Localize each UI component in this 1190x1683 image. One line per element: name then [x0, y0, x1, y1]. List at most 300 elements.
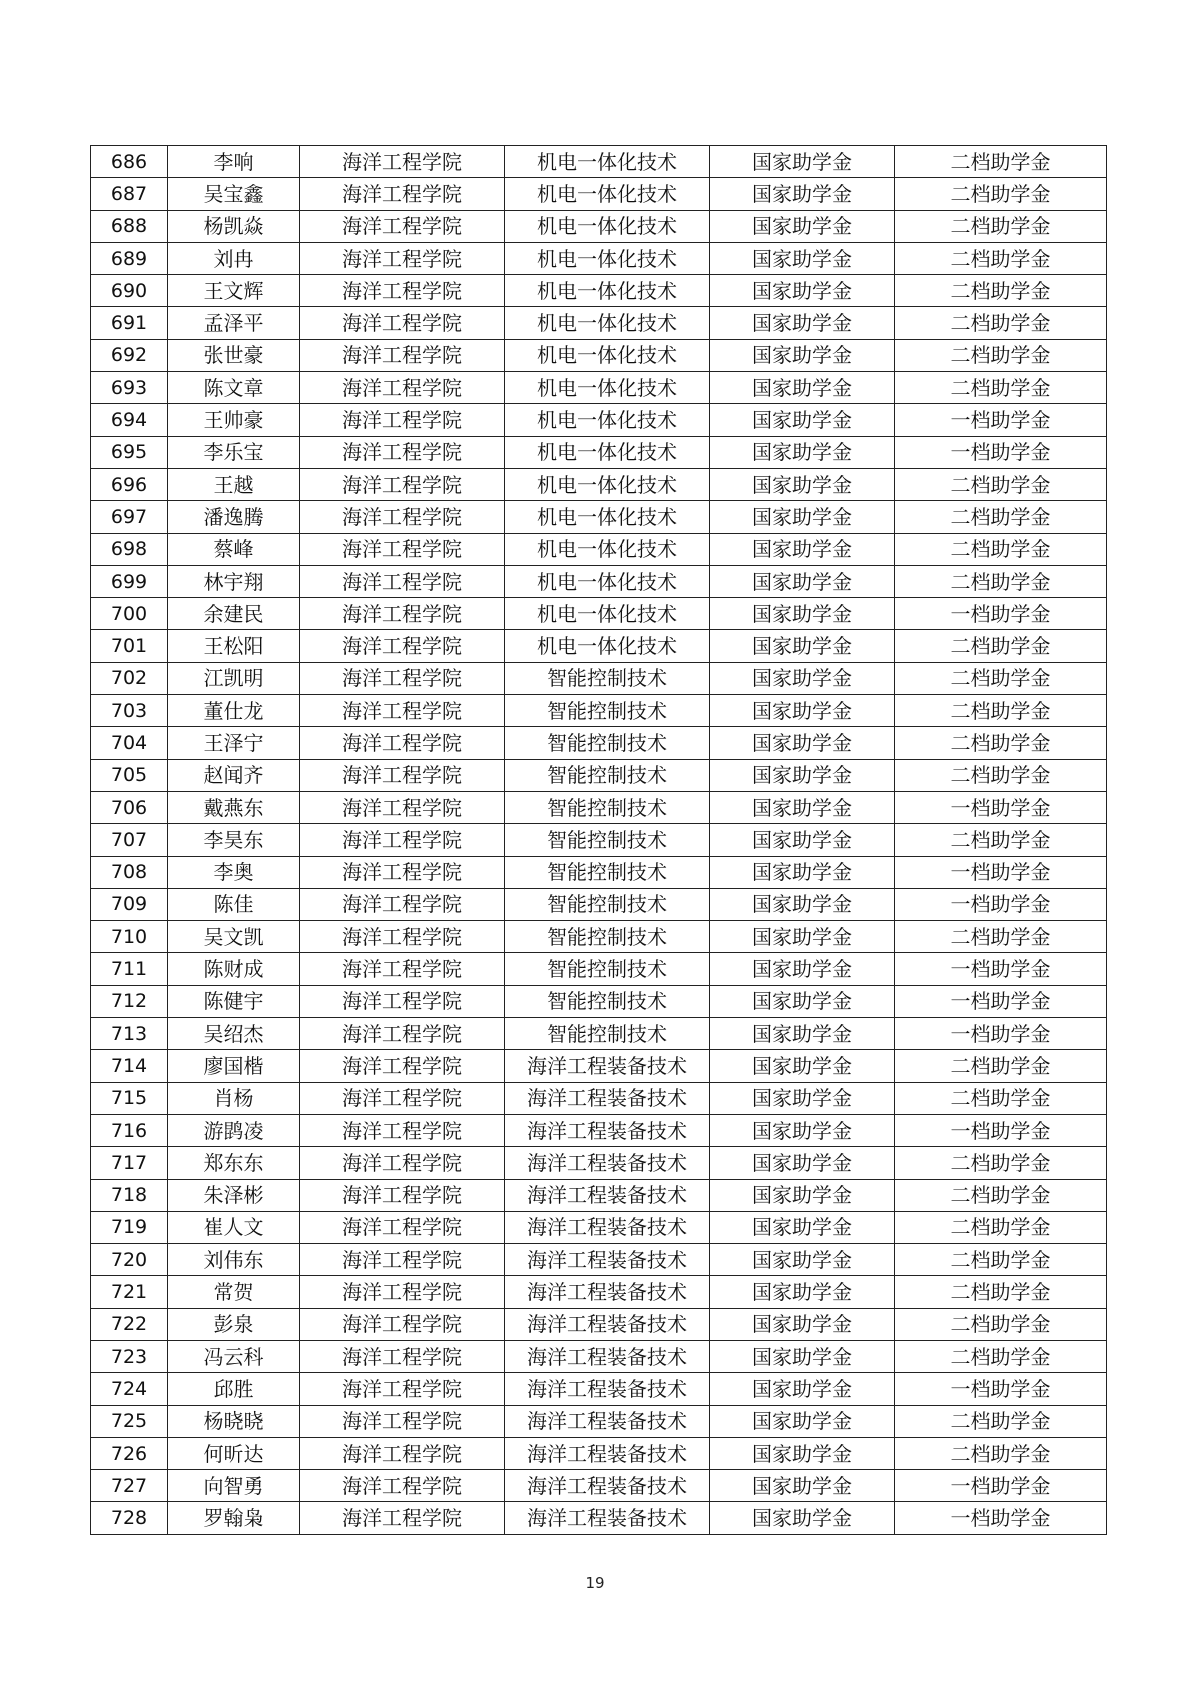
cell-college: 海洋工程学院 — [300, 565, 505, 597]
table-row — [91, 1147, 1107, 1179]
table-row — [91, 1244, 1107, 1276]
cell-college: 海洋工程学院 — [300, 598, 505, 630]
cell-number: 725 — [91, 1405, 168, 1437]
table-row — [91, 1211, 1107, 1243]
cell-grant-level: 一档助学金 — [895, 436, 1107, 468]
cell-number: 712 — [91, 985, 168, 1017]
cell-grant-type: 国家助学金 — [710, 1405, 895, 1437]
table-row — [91, 1018, 1107, 1050]
cell-college: 海洋工程学院 — [300, 533, 505, 565]
cell-grant-level: 一档助学金 — [895, 1114, 1107, 1146]
table-row — [91, 888, 1107, 920]
cell-number: 716 — [91, 1114, 168, 1146]
cell-college: 海洋工程学院 — [300, 372, 505, 404]
cell-college: 海洋工程学院 — [300, 1276, 505, 1308]
cell-major: 机电一体化技术 — [505, 404, 710, 436]
cell-grant-level: 一档助学金 — [895, 953, 1107, 985]
cell-name: 林宇翔 — [168, 565, 300, 597]
cell-name: 邱胜 — [168, 1373, 300, 1405]
cell-number: 720 — [91, 1244, 168, 1276]
cell-name: 陈财成 — [168, 953, 300, 985]
cell-grant-level: 二档助学金 — [895, 275, 1107, 307]
table-row — [91, 533, 1107, 565]
cell-name: 陈文章 — [168, 372, 300, 404]
cell-name: 王帅豪 — [168, 404, 300, 436]
cell-name: 杨凯焱 — [168, 210, 300, 242]
cell-college: 海洋工程学院 — [300, 1114, 505, 1146]
cell-major: 智能控制技术 — [505, 824, 710, 856]
cell-name: 余建民 — [168, 598, 300, 630]
cell-major: 海洋工程装备技术 — [505, 1114, 710, 1146]
cell-college: 海洋工程学院 — [300, 921, 505, 953]
cell-number: 693 — [91, 372, 168, 404]
cell-grant-type: 国家助学金 — [710, 985, 895, 1017]
cell-college: 海洋工程学院 — [300, 242, 505, 274]
cell-grant-level: 一档助学金 — [895, 598, 1107, 630]
cell-grant-type: 国家助学金 — [710, 824, 895, 856]
cell-name: 李昊东 — [168, 824, 300, 856]
table-row — [91, 759, 1107, 791]
table-row — [91, 953, 1107, 985]
cell-number: 722 — [91, 1308, 168, 1340]
table-row — [91, 985, 1107, 1017]
cell-grant-level: 二档助学金 — [895, 1276, 1107, 1308]
cell-major: 机电一体化技术 — [505, 468, 710, 500]
cell-grant-type: 国家助学金 — [710, 1437, 895, 1469]
cell-number: 692 — [91, 339, 168, 371]
cell-college: 海洋工程学院 — [300, 1082, 505, 1114]
cell-number: 723 — [91, 1340, 168, 1372]
cell-name: 王松阳 — [168, 630, 300, 662]
cell-grant-level: 二档助学金 — [895, 824, 1107, 856]
cell-name: 潘逸腾 — [168, 501, 300, 533]
cell-major: 机电一体化技术 — [505, 242, 710, 274]
cell-major: 智能控制技术 — [505, 985, 710, 1017]
table-row — [91, 1050, 1107, 1082]
cell-name: 赵闻齐 — [168, 759, 300, 791]
cell-college: 海洋工程学院 — [300, 178, 505, 210]
cell-college: 海洋工程学院 — [300, 1018, 505, 1050]
cell-number: 724 — [91, 1373, 168, 1405]
cell-major: 机电一体化技术 — [505, 372, 710, 404]
cell-number: 708 — [91, 856, 168, 888]
cell-grant-type: 国家助学金 — [710, 1276, 895, 1308]
table-row — [91, 372, 1107, 404]
cell-number: 711 — [91, 953, 168, 985]
cell-college: 海洋工程学院 — [300, 210, 505, 242]
cell-major: 智能控制技术 — [505, 759, 710, 791]
cell-grant-type: 国家助学金 — [710, 856, 895, 888]
cell-grant-type: 国家助学金 — [710, 501, 895, 533]
cell-name: 江凯明 — [168, 662, 300, 694]
scholarship-table — [90, 145, 1107, 1535]
table-row — [91, 1114, 1107, 1146]
cell-grant-level: 二档助学金 — [895, 210, 1107, 242]
cell-grant-level: 一档助学金 — [895, 791, 1107, 823]
cell-grant-type: 国家助学金 — [710, 1244, 895, 1276]
table-row — [91, 1373, 1107, 1405]
cell-name: 董仕龙 — [168, 695, 300, 727]
cell-number: 694 — [91, 404, 168, 436]
cell-major: 海洋工程装备技术 — [505, 1308, 710, 1340]
table-row — [91, 339, 1107, 371]
cell-grant-level: 二档助学金 — [895, 501, 1107, 533]
cell-major: 海洋工程装备技术 — [505, 1244, 710, 1276]
cell-number: 704 — [91, 727, 168, 759]
cell-college: 海洋工程学院 — [300, 404, 505, 436]
cell-major: 智能控制技术 — [505, 921, 710, 953]
cell-grant-type: 国家助学金 — [710, 468, 895, 500]
table-row — [91, 921, 1107, 953]
cell-grant-level: 二档助学金 — [895, 1050, 1107, 1082]
table-row — [91, 1405, 1107, 1437]
cell-grant-type: 国家助学金 — [710, 1340, 895, 1372]
table-row — [91, 1340, 1107, 1372]
cell-grant-type: 国家助学金 — [710, 404, 895, 436]
cell-name: 朱泽彬 — [168, 1179, 300, 1211]
cell-number: 719 — [91, 1211, 168, 1243]
cell-major: 机电一体化技术 — [505, 501, 710, 533]
cell-major: 海洋工程装备技术 — [505, 1082, 710, 1114]
cell-grant-level: 二档助学金 — [895, 146, 1107, 178]
cell-major: 海洋工程装备技术 — [505, 1373, 710, 1405]
table-row — [91, 1082, 1107, 1114]
cell-name: 崔人文 — [168, 1211, 300, 1243]
cell-name: 刘冉 — [168, 242, 300, 274]
cell-major: 机电一体化技术 — [505, 565, 710, 597]
cell-college: 海洋工程学院 — [300, 1211, 505, 1243]
cell-grant-level: 一档助学金 — [895, 404, 1107, 436]
cell-grant-level: 二档助学金 — [895, 1308, 1107, 1340]
cell-name: 张世豪 — [168, 339, 300, 371]
cell-number: 718 — [91, 1179, 168, 1211]
cell-number: 706 — [91, 791, 168, 823]
cell-college: 海洋工程学院 — [300, 436, 505, 468]
cell-grant-type: 国家助学金 — [710, 759, 895, 791]
cell-major: 智能控制技术 — [505, 791, 710, 823]
cell-college: 海洋工程学院 — [300, 791, 505, 823]
cell-number: 727 — [91, 1470, 168, 1502]
table-row — [91, 565, 1107, 597]
table-row — [91, 598, 1107, 630]
cell-college: 海洋工程学院 — [300, 662, 505, 694]
table-row — [91, 1179, 1107, 1211]
cell-grant-level: 一档助学金 — [895, 1373, 1107, 1405]
table-row — [91, 242, 1107, 274]
cell-name: 陈健宇 — [168, 985, 300, 1017]
cell-major: 智能控制技术 — [505, 856, 710, 888]
cell-grant-type: 国家助学金 — [710, 275, 895, 307]
cell-grant-level: 一档助学金 — [895, 1470, 1107, 1502]
cell-name: 吴文凯 — [168, 921, 300, 953]
cell-grant-type: 国家助学金 — [710, 1179, 895, 1211]
cell-name: 李乐宝 — [168, 436, 300, 468]
cell-grant-type: 国家助学金 — [710, 1308, 895, 1340]
table-row — [91, 1502, 1107, 1534]
cell-grant-type: 国家助学金 — [710, 1147, 895, 1179]
cell-major: 智能控制技术 — [505, 953, 710, 985]
cell-grant-level: 一档助学金 — [895, 985, 1107, 1017]
cell-number: 728 — [91, 1502, 168, 1534]
cell-name: 吴宝鑫 — [168, 178, 300, 210]
cell-college: 海洋工程学院 — [300, 1470, 505, 1502]
cell-college: 海洋工程学院 — [300, 1373, 505, 1405]
table-row — [91, 727, 1107, 759]
cell-major: 机电一体化技术 — [505, 275, 710, 307]
cell-college: 海洋工程学院 — [300, 275, 505, 307]
cell-number: 690 — [91, 275, 168, 307]
cell-college: 海洋工程学院 — [300, 856, 505, 888]
cell-name: 孟泽平 — [168, 307, 300, 339]
cell-college: 海洋工程学院 — [300, 1244, 505, 1276]
table-row — [91, 1308, 1107, 1340]
cell-number: 709 — [91, 888, 168, 920]
cell-name: 杨晓晓 — [168, 1405, 300, 1437]
cell-major: 机电一体化技术 — [505, 533, 710, 565]
cell-grant-type: 国家助学金 — [710, 695, 895, 727]
cell-grant-type: 国家助学金 — [710, 630, 895, 662]
cell-name: 罗翰枭 — [168, 1502, 300, 1534]
cell-grant-level: 二档助学金 — [895, 662, 1107, 694]
cell-number: 697 — [91, 501, 168, 533]
cell-name: 向智勇 — [168, 1470, 300, 1502]
cell-grant-type: 国家助学金 — [710, 565, 895, 597]
cell-grant-type: 国家助学金 — [710, 339, 895, 371]
cell-grant-type: 国家助学金 — [710, 372, 895, 404]
table-row — [91, 275, 1107, 307]
table-row — [91, 662, 1107, 694]
cell-grant-level: 二档助学金 — [895, 468, 1107, 500]
cell-number: 689 — [91, 242, 168, 274]
cell-college: 海洋工程学院 — [300, 1340, 505, 1372]
cell-grant-level: 二档助学金 — [895, 1405, 1107, 1437]
cell-name: 王越 — [168, 468, 300, 500]
cell-grant-type: 国家助学金 — [710, 1018, 895, 1050]
cell-name: 陈佳 — [168, 888, 300, 920]
table-row — [91, 1470, 1107, 1502]
cell-name: 游鹍凌 — [168, 1114, 300, 1146]
cell-name: 何昕达 — [168, 1437, 300, 1469]
cell-grant-level: 二档助学金 — [895, 1179, 1107, 1211]
table-row — [91, 436, 1107, 468]
cell-name: 王文辉 — [168, 275, 300, 307]
cell-number: 717 — [91, 1147, 168, 1179]
cell-number: 701 — [91, 630, 168, 662]
cell-number: 715 — [91, 1082, 168, 1114]
cell-grant-level: 一档助学金 — [895, 1018, 1107, 1050]
cell-grant-level: 二档助学金 — [895, 727, 1107, 759]
cell-major: 智能控制技术 — [505, 662, 710, 694]
cell-grant-type: 国家助学金 — [710, 1211, 895, 1243]
cell-major: 海洋工程装备技术 — [505, 1437, 710, 1469]
cell-grant-level: 二档助学金 — [895, 307, 1107, 339]
cell-major: 智能控制技术 — [505, 888, 710, 920]
cell-grant-level: 二档助学金 — [895, 630, 1107, 662]
cell-name: 冯云科 — [168, 1340, 300, 1372]
cell-major: 海洋工程装备技术 — [505, 1502, 710, 1534]
cell-college: 海洋工程学院 — [300, 1179, 505, 1211]
cell-grant-type: 国家助学金 — [710, 953, 895, 985]
cell-grant-level: 二档助学金 — [895, 1147, 1107, 1179]
cell-college: 海洋工程学院 — [300, 630, 505, 662]
cell-major: 机电一体化技术 — [505, 339, 710, 371]
cell-major: 机电一体化技术 — [505, 436, 710, 468]
cell-grant-type: 国家助学金 — [710, 242, 895, 274]
cell-college: 海洋工程学院 — [300, 339, 505, 371]
cell-number: 721 — [91, 1276, 168, 1308]
cell-major: 海洋工程装备技术 — [505, 1405, 710, 1437]
cell-college: 海洋工程学院 — [300, 146, 505, 178]
cell-college: 海洋工程学院 — [300, 759, 505, 791]
cell-grant-level: 二档助学金 — [895, 921, 1107, 953]
cell-grant-level: 二档助学金 — [895, 178, 1107, 210]
cell-number: 696 — [91, 468, 168, 500]
table-row — [91, 630, 1107, 662]
cell-name: 廖国楷 — [168, 1050, 300, 1082]
cell-grant-type: 国家助学金 — [710, 533, 895, 565]
cell-grant-type: 国家助学金 — [710, 1114, 895, 1146]
table-row — [91, 210, 1107, 242]
cell-grant-type: 国家助学金 — [710, 791, 895, 823]
cell-name: 吴绍杰 — [168, 1018, 300, 1050]
cell-major: 海洋工程装备技术 — [505, 1050, 710, 1082]
cell-number: 695 — [91, 436, 168, 468]
cell-college: 海洋工程学院 — [300, 727, 505, 759]
cell-name: 戴燕东 — [168, 791, 300, 823]
cell-grant-level: 二档助学金 — [895, 565, 1107, 597]
table-row — [91, 404, 1107, 436]
cell-college: 海洋工程学院 — [300, 1437, 505, 1469]
cell-college: 海洋工程学院 — [300, 307, 505, 339]
cell-grant-type: 国家助学金 — [710, 178, 895, 210]
cell-grant-level: 一档助学金 — [895, 856, 1107, 888]
cell-major: 机电一体化技术 — [505, 210, 710, 242]
table-row — [91, 307, 1107, 339]
cell-major: 智能控制技术 — [505, 695, 710, 727]
cell-grant-level: 二档助学金 — [895, 1244, 1107, 1276]
cell-college: 海洋工程学院 — [300, 985, 505, 1017]
cell-grant-level: 一档助学金 — [895, 1502, 1107, 1534]
cell-major: 机电一体化技术 — [505, 307, 710, 339]
cell-major: 海洋工程装备技术 — [505, 1340, 710, 1372]
cell-college: 海洋工程学院 — [300, 468, 505, 500]
cell-college: 海洋工程学院 — [300, 824, 505, 856]
cell-grant-type: 国家助学金 — [710, 1050, 895, 1082]
table-body — [91, 146, 1107, 1535]
cell-grant-level: 二档助学金 — [895, 339, 1107, 371]
cell-grant-type: 国家助学金 — [710, 662, 895, 694]
cell-college: 海洋工程学院 — [300, 1050, 505, 1082]
cell-college: 海洋工程学院 — [300, 888, 505, 920]
cell-name: 常贺 — [168, 1276, 300, 1308]
cell-number: 707 — [91, 824, 168, 856]
cell-number: 705 — [91, 759, 168, 791]
cell-grant-level: 二档助学金 — [895, 1437, 1107, 1469]
cell-grant-level: 二档助学金 — [895, 695, 1107, 727]
cell-grant-type: 国家助学金 — [710, 727, 895, 759]
cell-number: 710 — [91, 921, 168, 953]
table-row — [91, 178, 1107, 210]
cell-number: 691 — [91, 307, 168, 339]
cell-number: 686 — [91, 146, 168, 178]
cell-grant-type: 国家助学金 — [710, 598, 895, 630]
cell-college: 海洋工程学院 — [300, 695, 505, 727]
cell-major: 机电一体化技术 — [505, 178, 710, 210]
table-row — [91, 824, 1107, 856]
cell-grant-type: 国家助学金 — [710, 1082, 895, 1114]
cell-number: 688 — [91, 210, 168, 242]
cell-major: 海洋工程装备技术 — [505, 1211, 710, 1243]
cell-major: 海洋工程装备技术 — [505, 1147, 710, 1179]
table-row — [91, 695, 1107, 727]
table-row — [91, 856, 1107, 888]
table-row — [91, 468, 1107, 500]
cell-major: 机电一体化技术 — [505, 146, 710, 178]
cell-number: 699 — [91, 565, 168, 597]
cell-number: 700 — [91, 598, 168, 630]
cell-grant-type: 国家助学金 — [710, 436, 895, 468]
cell-grant-level: 二档助学金 — [895, 242, 1107, 274]
cell-grant-level: 二档助学金 — [895, 533, 1107, 565]
cell-grant-level: 二档助学金 — [895, 372, 1107, 404]
cell-name: 王泽宁 — [168, 727, 300, 759]
cell-grant-type: 国家助学金 — [710, 921, 895, 953]
cell-college: 海洋工程学院 — [300, 501, 505, 533]
cell-name: 郑东东 — [168, 1147, 300, 1179]
cell-grant-type: 国家助学金 — [710, 1470, 895, 1502]
cell-grant-type: 国家助学金 — [710, 1502, 895, 1534]
cell-major: 智能控制技术 — [505, 727, 710, 759]
cell-major: 机电一体化技术 — [505, 598, 710, 630]
cell-name: 肖杨 — [168, 1082, 300, 1114]
cell-name: 彭泉 — [168, 1308, 300, 1340]
cell-number: 703 — [91, 695, 168, 727]
cell-grant-level: 一档助学金 — [895, 888, 1107, 920]
cell-name: 蔡峰 — [168, 533, 300, 565]
cell-number: 687 — [91, 178, 168, 210]
table-row — [91, 146, 1107, 178]
cell-number: 698 — [91, 533, 168, 565]
cell-college: 海洋工程学院 — [300, 1405, 505, 1437]
cell-major: 海洋工程装备技术 — [505, 1470, 710, 1502]
cell-major: 智能控制技术 — [505, 1018, 710, 1050]
cell-number: 714 — [91, 1050, 168, 1082]
table-row — [91, 1276, 1107, 1308]
cell-major: 海洋工程装备技术 — [505, 1179, 710, 1211]
cell-number: 713 — [91, 1018, 168, 1050]
cell-grant-level: 二档助学金 — [895, 1211, 1107, 1243]
cell-college: 海洋工程学院 — [300, 1147, 505, 1179]
cell-college: 海洋工程学院 — [300, 953, 505, 985]
cell-grant-level: 二档助学金 — [895, 1082, 1107, 1114]
cell-grant-type: 国家助学金 — [710, 210, 895, 242]
cell-name: 刘伟东 — [168, 1244, 300, 1276]
cell-college: 海洋工程学院 — [300, 1308, 505, 1340]
cell-college: 海洋工程学院 — [300, 1502, 505, 1534]
cell-grant-type: 国家助学金 — [710, 307, 895, 339]
cell-number: 702 — [91, 662, 168, 694]
cell-grant-level: 二档助学金 — [895, 1340, 1107, 1372]
cell-grant-type: 国家助学金 — [710, 1373, 895, 1405]
page-number: 19 — [585, 1574, 605, 1592]
cell-major: 机电一体化技术 — [505, 630, 710, 662]
cell-grant-type: 国家助学金 — [710, 888, 895, 920]
table-row — [91, 791, 1107, 823]
cell-name: 李奥 — [168, 856, 300, 888]
cell-grant-type: 国家助学金 — [710, 146, 895, 178]
cell-major: 海洋工程装备技术 — [505, 1276, 710, 1308]
cell-name: 李响 — [168, 146, 300, 178]
